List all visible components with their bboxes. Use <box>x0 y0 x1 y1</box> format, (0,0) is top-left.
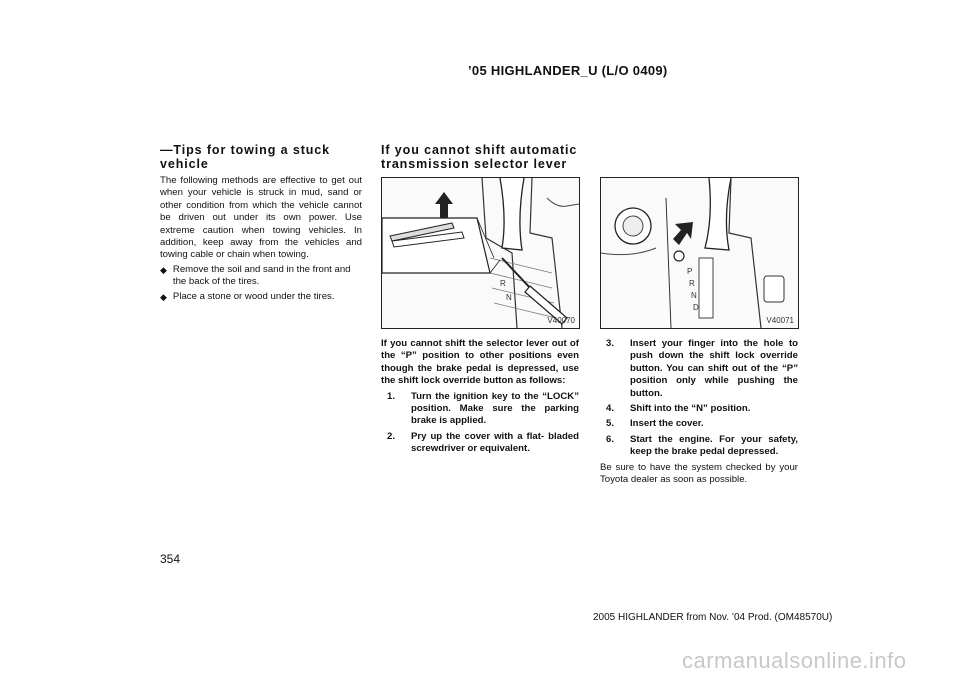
closing-note: Be sure to have the system checked by your Toyota dealer as soon as possible. <box>600 461 798 486</box>
bullet-icon: ◆ <box>160 264 167 275</box>
step-item <box>600 418 798 430</box>
svg-text:R: R <box>689 279 695 288</box>
figure-label: V40071 <box>766 316 794 325</box>
svg-text:P: P <box>687 267 693 276</box>
step-number: 2. <box>387 430 396 442</box>
step-text: Insert the cover. <box>630 418 704 430</box>
page-header: ’05 HIGHLANDER_U (L/O 0409) <box>468 63 668 78</box>
step-item <box>600 434 798 459</box>
watermark: carmanualsonline.info <box>682 648 907 673</box>
svg-text:D: D <box>693 303 699 312</box>
step-text: Turn the ignition key to the “LOCK” position. Make sure the parking brake is applied. <box>411 390 579 427</box>
step-item <box>600 403 798 415</box>
bullet-item <box>160 264 362 289</box>
bullet-icon: ◆ <box>160 291 167 302</box>
step-number: 4. <box>606 403 615 415</box>
step-text: Start the engine. For your safety, keep the brake pedal depressed. <box>630 433 798 458</box>
instructions-column-1 <box>381 338 579 456</box>
step-text: Pry up the cover with a flat- bladed screwdriver or equivalent. <box>411 430 579 455</box>
figure-screwdriver-cover <box>381 177 580 329</box>
svg-text:N: N <box>691 291 697 300</box>
step-text: Insert your finger into the hole to push down the shift lock override button. You can shift out of the “P” position only while pushing the button. <box>630 338 798 399</box>
step-item <box>600 338 798 400</box>
step-item <box>381 431 579 456</box>
svg-text:N: N <box>506 293 512 302</box>
shift-lock-heading: If you cannot shift automatic transmission selector lever <box>381 143 578 171</box>
towing-tips-heading: —Tips for towing a stuck vehicle <box>160 143 330 171</box>
bullet-text: Remove the soil and sand in the front and the back of the tires. <box>172 263 351 288</box>
page-number: 354 <box>160 552 181 566</box>
screwdriver-illustration <box>382 178 579 328</box>
step-text: Shift into the “N” position. <box>630 403 751 415</box>
step-number: 6. <box>606 433 615 445</box>
step-item <box>381 391 579 428</box>
bullet-item <box>160 291 362 303</box>
instructions-intro: If you cannot shift the selector lever out of the “P” position to other positions even though the brake pedal is depressed, use the shift lock override button as follows: <box>381 338 579 387</box>
page-footer: 2005 HIGHLANDER from Nov. ’04 Prod. (OM48570U) <box>593 612 833 623</box>
figure-override-button <box>600 177 799 329</box>
towing-tips-paragraph: The following methods are effective to get out when your vehicle is struck in mud, sand or other condition from which the vehicle cannot be driven out under its own power. Use extreme caution when towing vehicles. In addition, keep away from the vehicles and towing cable or chain when towing. <box>160 175 362 261</box>
left-column <box>160 143 362 303</box>
override-button-illustration <box>601 178 798 328</box>
svg-text:R: R <box>500 279 506 288</box>
step-number: 1. <box>387 390 396 402</box>
step-number: 3. <box>606 338 615 349</box>
step-number: 5. <box>606 418 615 430</box>
figure-label: V40070 <box>547 316 575 325</box>
bullet-text: Place a stone or wood under the tires. <box>172 290 335 302</box>
instructions-column-2 <box>600 338 798 486</box>
